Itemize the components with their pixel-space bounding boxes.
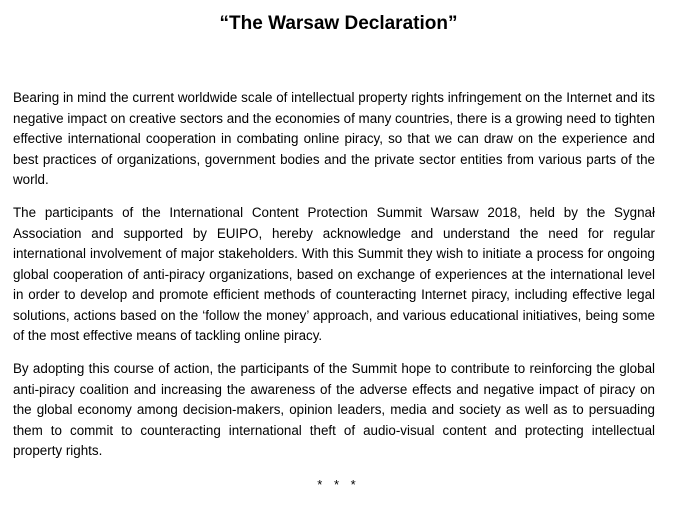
- document-title: “The Warsaw Declaration”: [219, 13, 458, 34]
- paragraph-1: Bearing in mind the current worldwide scale of intellectual property rights infringement on the Internet and its negative impact on creative sectors and the economies of many countries, there is a growing need to tighten effective international cooperation in combating online piracy, so that we can draw on the experience and best practices of organizations, government bodies and the private sector entities from various parts of the world.: [13, 90, 655, 187]
- paragraph-3: By adopting this course of action, the participants of the Summit hope to contribute to reinforcing the global anti-piracy coalition and increasing the awareness of the adverse effects and negative impact of piracy on the global economy among decision-makers, opinion leaders, media and society as well as to persuading them to commit to counteracting international theft of audio-visual content and protecting intellectual property rights.: [13, 361, 655, 458]
- section-separator: * * *: [317, 477, 360, 492]
- paragraph-2: The participants of the International Content Protection Summit Warsaw 2018, held by the Sygnał Association and supported by EUIPO, hereby acknowledge and understand the need for regular international involvement of major stakeholders. With this Summit they wish to initiate a process for ongoing global cooperation of anti-piracy organizations, based on exchange of experiences at the international level in order to develop and promote efficient methods of counteracting Internet piracy, including effective legal solutions, actions based on the ‘follow the money’ approach, and various educational initiatives, being some of the most effective means of tackling online piracy.: [13, 205, 655, 343]
